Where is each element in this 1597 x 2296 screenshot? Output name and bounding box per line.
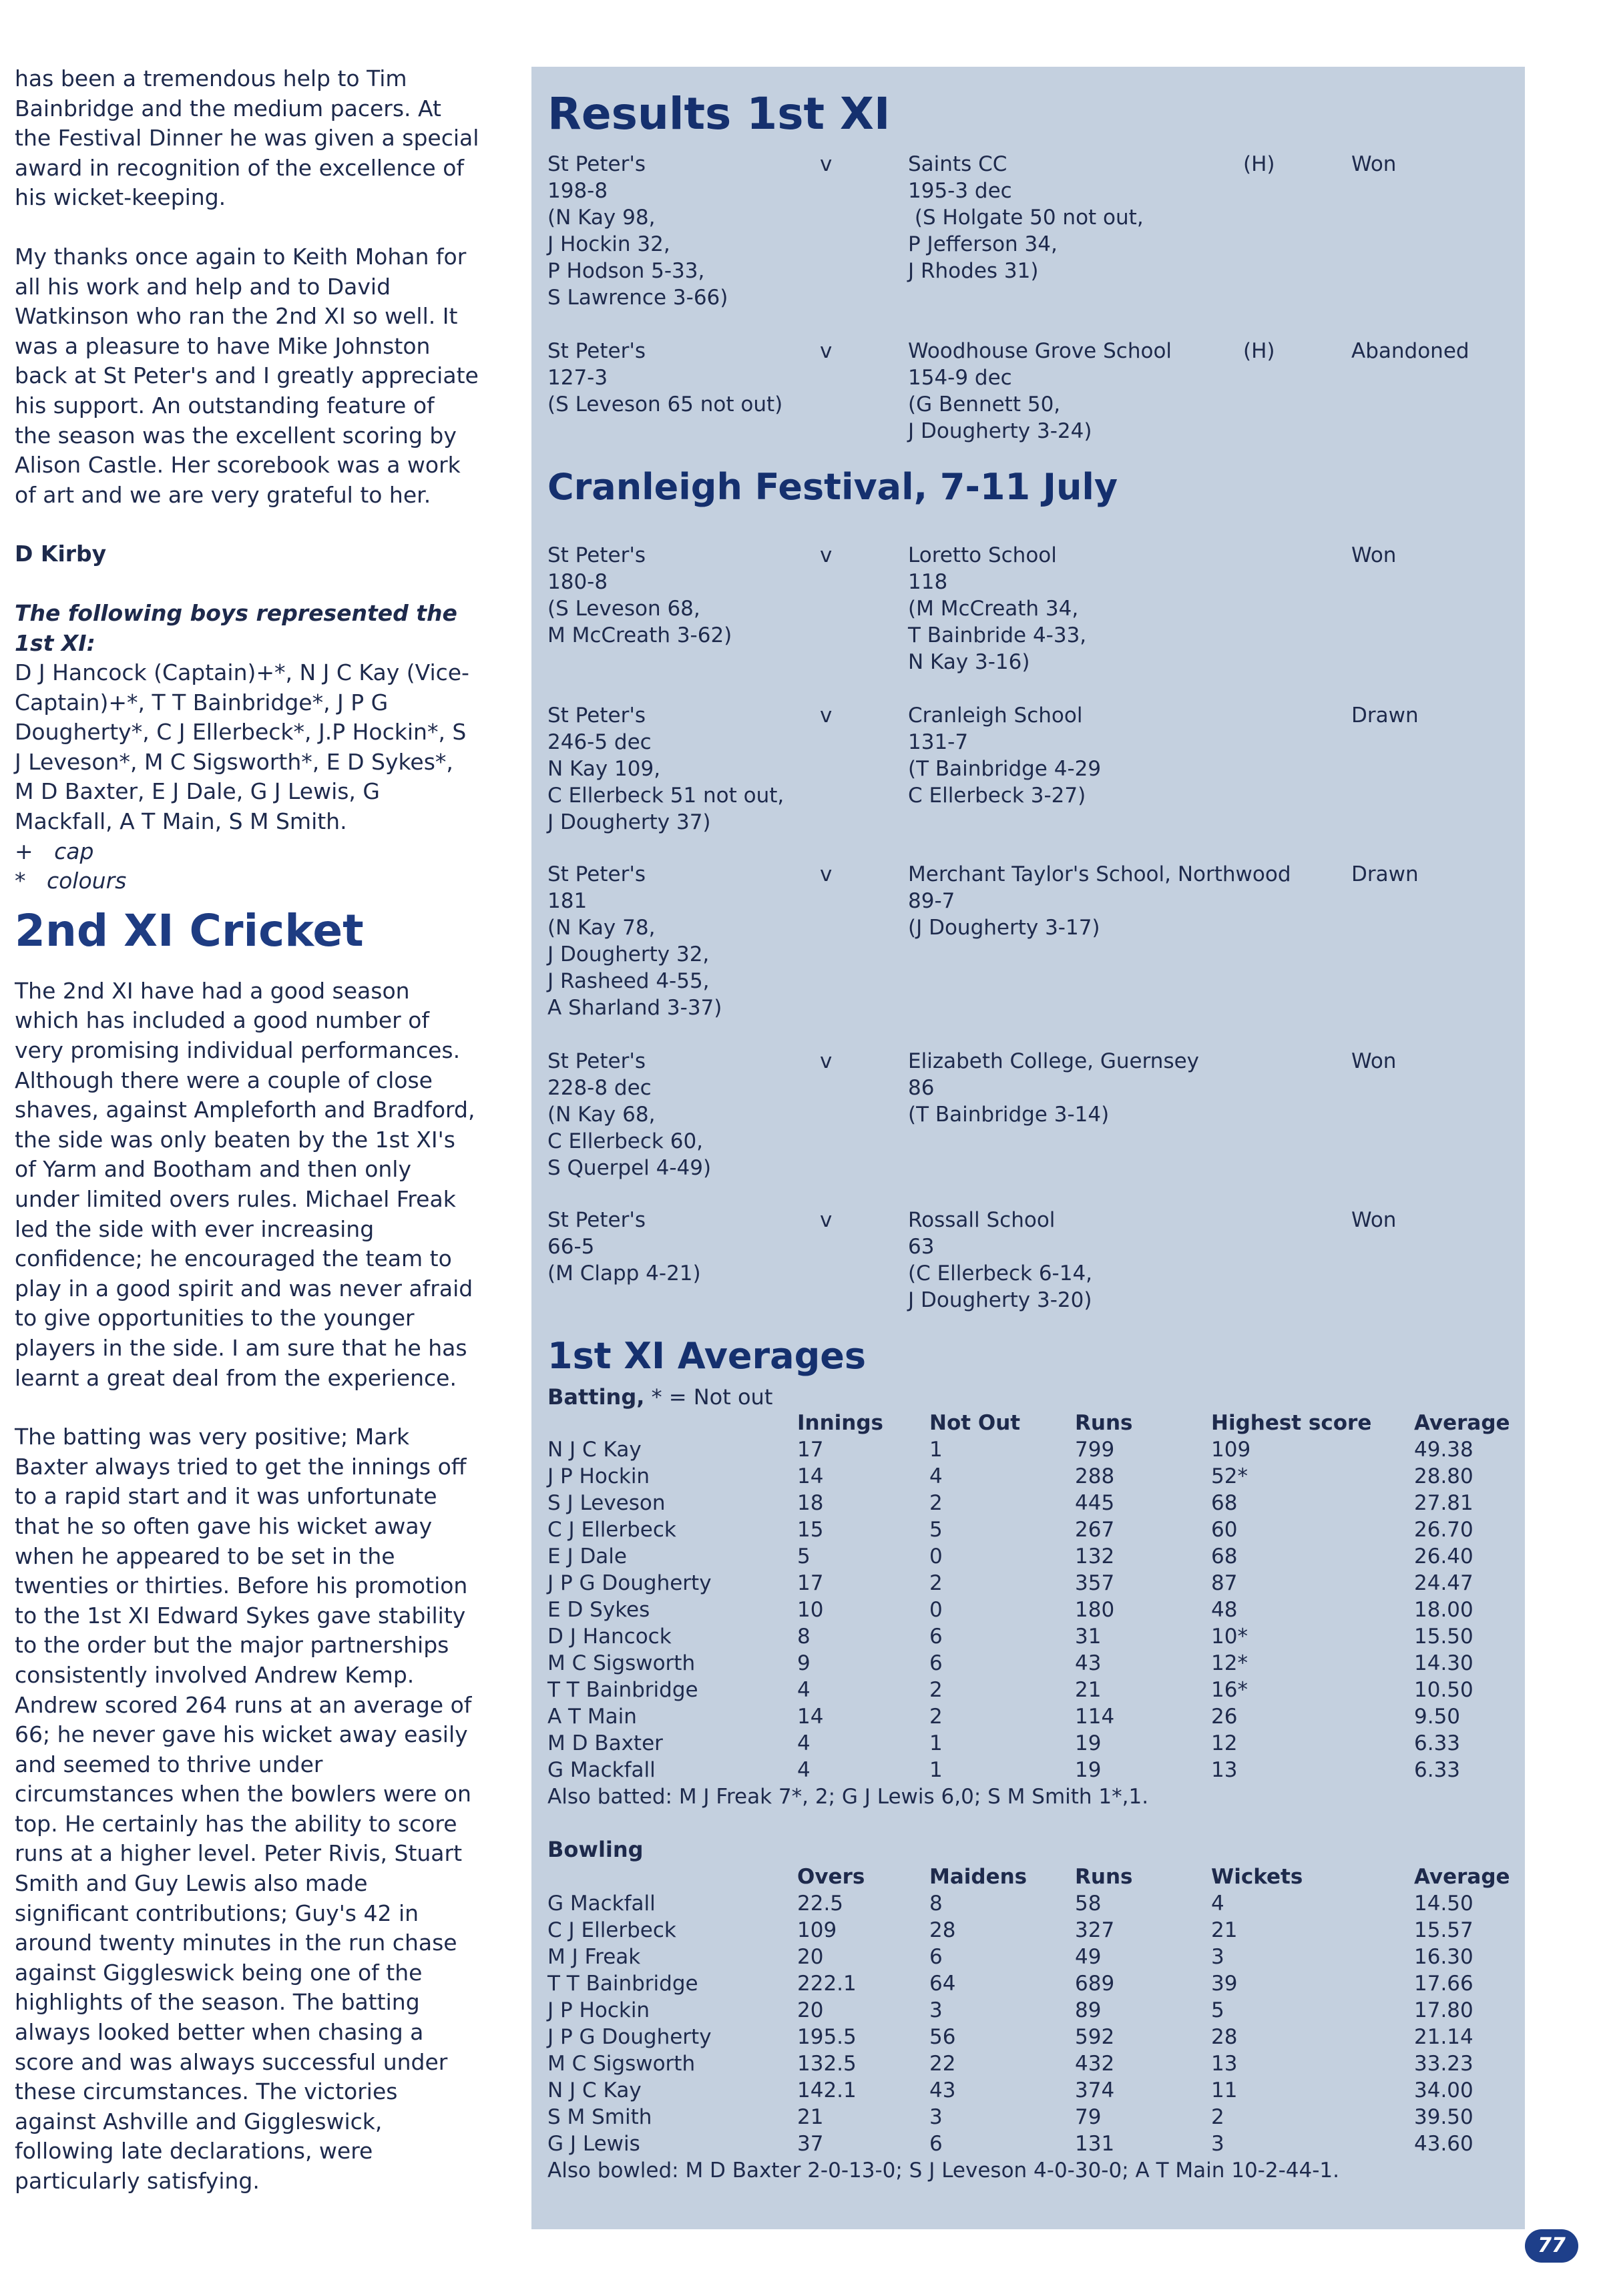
stat-cell: 142.1	[797, 2078, 857, 2102]
batting-subtitle-label: Batting,	[547, 1384, 645, 1410]
match-result: Won	[1351, 543, 1397, 567]
bowling-subtitle: Bowling	[547, 1837, 644, 1862]
stat-cell: 9.50	[1414, 1705, 1461, 1729]
key-cap: + cap	[15, 838, 94, 864]
match-venue: (H)	[1243, 152, 1275, 176]
stat-cell: 4	[929, 1464, 943, 1488]
stat-cell: 22	[929, 2052, 956, 2076]
stat-cell: 3	[929, 1998, 943, 2022]
stat-cell: 1	[929, 1438, 943, 1462]
table-row	[547, 1570, 1522, 1597]
match-opponent: Elizabeth College, Guernsey 86 (T Bainbridge 3-14)	[908, 1049, 1200, 1127]
match-home: St Peter's 66-5 (M Clapp 4-21)	[547, 1208, 701, 1285]
stat-cell: 37	[797, 2132, 824, 2156]
match-result: Won	[1351, 1208, 1397, 1232]
stat-cell: 26.40	[1414, 1544, 1473, 1568]
table-row	[547, 1997, 1522, 2024]
stat-cell: 6	[929, 1945, 943, 1969]
table-row	[547, 1757, 1522, 1783]
festival-title: Cranleigh Festival, 7-11 July	[547, 466, 1118, 508]
stat-cell: 132	[1075, 1544, 1115, 1568]
batting-note: Also batted: M J Freak 7*, 2; G J Lewis 6,0; S M Smith 1*,1.	[547, 1785, 1149, 1809]
stat-cell: 24.47	[1414, 1571, 1473, 1595]
averages-title: 1st XI Averages	[547, 1335, 867, 1377]
page-number-badge: 77	[1525, 2229, 1578, 2263]
stat-cell: 48	[1211, 1598, 1238, 1622]
player-name-cell: A T Main	[547, 1705, 637, 1729]
stat-cell: 8	[929, 1892, 943, 1916]
stat-cell: 60	[1211, 1518, 1238, 1542]
stat-cell: 592	[1075, 2025, 1115, 2049]
batting-table	[547, 1410, 1522, 1783]
stat-cell: 5	[1211, 1998, 1224, 2022]
stat-cell: 132.5	[797, 2052, 857, 2076]
table-row	[547, 2024, 1522, 2050]
stat-cell: 21	[1075, 1678, 1102, 1702]
represented-list: D J Hancock (Captain)+*, N J C Kay (Vice- Captain)+*, T T Bainbridge*, J P G Dougherty*, C J Ellerbeck*, J.P Hockin*, S J Leveson*, M C Sigsworth*, E D Sykes*, M D Baxter, E J Dale, G J Lewis, G Mackfall, A T Main, S M Smith.	[15, 659, 469, 835]
match-opponent: Woodhouse Grove School 154-9 dec (G Bennett 50, J Dougherty 3-24)	[908, 339, 1172, 443]
stat-cell: 11	[1211, 2078, 1238, 2102]
column-header: Runs	[1075, 1865, 1133, 1889]
stat-cell: 34.00	[1414, 2078, 1473, 2102]
stat-cell: 114	[1075, 1705, 1115, 1729]
stat-cell: 13	[1211, 2052, 1238, 2076]
stat-cell: 4	[797, 1731, 811, 1755]
stat-cell: 6	[929, 1625, 943, 1649]
stat-cell: 327	[1075, 1918, 1115, 1942]
stat-cell: 28.80	[1414, 1464, 1473, 1488]
match-opponent: Rossall School 63 (C Ellerbeck 6-14, J Dougherty 3-20)	[908, 1208, 1093, 1312]
stat-cell: 18	[797, 1491, 824, 1515]
results-panel	[531, 67, 1525, 2229]
stat-cell: 109	[1211, 1438, 1251, 1462]
stat-cell: 3	[1211, 1945, 1224, 1969]
stat-cell: 28	[1211, 2025, 1238, 2049]
match-opponent: Saints CC 195-3 dec (S Holgate 50 not out, P Jefferson 34, J Rhodes 31)	[908, 152, 1144, 283]
stat-cell: 2	[929, 1491, 943, 1515]
stat-cell: 27.81	[1414, 1491, 1473, 1515]
stat-cell: 10.50	[1414, 1678, 1473, 1702]
player-name-cell: G Mackfall	[547, 1758, 656, 1782]
results-title: Results 1st XI	[547, 88, 891, 139]
match-home: St Peter's 198-8 (N Kay 98, J Hockin 32, P Hodson 5-33, S Lawrence 3-66)	[547, 152, 728, 310]
stat-cell: 5	[929, 1518, 943, 1542]
author-signature: D Kirby	[15, 541, 107, 567]
player-name-cell: G J Lewis	[547, 2132, 640, 2156]
paragraph-wicket-keeping: has been a tremendous help to Tim Bainbridge and the medium pacers. At the Festival Dinner he was given a special award in recognition of the excellence of his wicket-keeping.	[15, 65, 479, 211]
player-name-cell: J P Hockin	[547, 1464, 650, 1488]
match-versus: v	[820, 703, 833, 728]
match-opponent: Merchant Taylor's School, Northwood 89-7 (J Dougherty 3-17)	[908, 862, 1291, 940]
match-result: Won	[1351, 152, 1397, 176]
match-home: St Peter's 228-8 dec (N Kay 68, C Ellerbeck 60, S Querpel 4-49)	[547, 1049, 712, 1180]
stat-cell: 15	[797, 1518, 824, 1542]
stat-cell: 432	[1075, 2052, 1115, 2076]
stat-cell: 22.5	[797, 1892, 844, 1916]
stat-cell: 16*	[1211, 1678, 1248, 1702]
stat-cell: 68	[1211, 1544, 1238, 1568]
table-row	[547, 2130, 1522, 2157]
match-result: Abandoned	[1351, 339, 1469, 363]
stat-cell: 6.33	[1414, 1758, 1461, 1782]
stat-cell: 56	[929, 2025, 956, 2049]
player-name-cell: S M Smith	[547, 2105, 652, 2129]
stat-cell: 26	[1211, 1705, 1238, 1729]
stat-cell: 39	[1211, 1972, 1238, 1996]
stat-cell: 9	[797, 1651, 811, 1675]
stat-cell: 4	[797, 1758, 811, 1782]
match-home: St Peter's 246-5 dec N Kay 109, C Ellerbeck 51 not out, J Dougherty 37)	[547, 703, 784, 834]
stat-cell: 445	[1075, 1491, 1115, 1515]
table-row	[547, 1436, 1522, 1463]
stat-cell: 267	[1075, 1518, 1115, 1542]
table-row	[547, 2050, 1522, 2077]
player-name-cell: E D Sykes	[547, 1598, 650, 1622]
table-row	[547, 1703, 1522, 1730]
stat-cell: 2	[929, 1705, 943, 1729]
section-title-2nd-xi: 2nd XI Cricket	[15, 904, 364, 956]
player-name-cell: T T Bainbridge	[547, 1972, 698, 1996]
match-result: Drawn	[1351, 703, 1419, 728]
table-row	[547, 1623, 1522, 1650]
match-versus: v	[820, 862, 833, 886]
match-versus: v	[820, 152, 833, 176]
stat-cell: 4	[1211, 1892, 1224, 1916]
player-name-cell: M C Sigsworth	[547, 2052, 696, 2076]
stat-cell: 31	[1075, 1625, 1102, 1649]
key-colours: * colours	[15, 868, 127, 894]
stat-cell: 52*	[1211, 1464, 1248, 1488]
left-column	[15, 64, 489, 2197]
stat-cell: 10	[797, 1598, 824, 1622]
batting-subtitle-note: * = Not out	[644, 1384, 773, 1410]
table-row	[547, 1677, 1522, 1703]
table-row	[547, 1650, 1522, 1677]
stat-cell: 58	[1075, 1892, 1102, 1916]
stat-cell: 6	[929, 2132, 943, 2156]
paragraph-thanks: My thanks once again to Keith Mohan for all his work and help and to David Watkinson who ran the 2nd XI so well. It was a pleasure to have Mike Johnston back at St Peter's and I greatly appreciate his support. An outstanding feature of the season was the excellent scoring by Alison Castle. Her scorebook was a work of art and we are very grateful to her.	[15, 243, 479, 508]
column-header: Average	[1414, 1865, 1510, 1889]
match-home: St Peter's 180-8 (S Leveson 68, M McCreath 3-62)	[547, 543, 732, 647]
stat-cell: 0	[929, 1544, 943, 1568]
match-home: St Peter's 181 (N Kay 78, J Dougherty 32, J Rasheed 4-55, A Sharland 3-37)	[547, 862, 722, 1020]
stat-cell: 6.33	[1414, 1731, 1461, 1755]
table-row	[547, 1490, 1522, 1516]
stat-cell: 195.5	[797, 2025, 857, 2049]
stat-cell: 222.1	[797, 1972, 857, 1996]
stat-cell: 3	[1211, 2132, 1224, 2156]
table-row	[547, 1463, 1522, 1490]
table-header-row	[547, 1410, 1522, 1436]
stat-cell: 6	[929, 1651, 943, 1675]
column-header: Highest score	[1211, 1411, 1372, 1435]
table-row	[547, 1543, 1522, 1570]
column-header: Wickets	[1211, 1865, 1303, 1889]
stat-cell: 79	[1075, 2105, 1102, 2129]
stat-cell: 64	[929, 1972, 956, 1996]
stat-cell: 1	[929, 1731, 943, 1755]
stat-cell: 4	[797, 1678, 811, 1702]
match-result: Drawn	[1351, 862, 1419, 886]
stat-cell: 2	[1211, 2105, 1224, 2129]
stat-cell: 21	[1211, 1918, 1238, 1942]
player-name-cell: T T Bainbridge	[547, 1678, 698, 1702]
bowling-table	[547, 1863, 1522, 2157]
paragraph-2nd-xi-batting: The batting was very positive; Mark Baxter always tried to get the innings off to a rapid start and it was unfortunate that he so often gave his wicket away when he appeared to be set in the twenties or thirties. Before his promotion to the 1st XI Edward Sykes gave stability to the order but the major partnerships consistently involved Andrew Kemp. Andrew scored 264 runs at an average of 66; he never gave his wicket away easily and seemed to thrive under circumstances when the bowlers were on top. He certainly has the ability to score runs at a higher level. Peter Rivis, Stuart Smith and Guy Lewis also made significant contributions; Guy's 42 in around twenty minutes in the run chase against Giggleswick being one of the highlights of the season. The batting always looked better when chasing a score and was always successful under these circumstances. The victories against Ashville and Giggleswick, following late declarations, were particularly satisfying.	[15, 1424, 472, 2194]
table-row	[547, 1730, 1522, 1757]
stat-cell: 689	[1075, 1972, 1115, 1996]
table-row	[547, 1890, 1522, 1917]
stat-cell: 16.30	[1414, 1945, 1473, 1969]
match-versus: v	[820, 339, 833, 363]
stat-cell: 49.38	[1414, 1438, 1473, 1462]
stat-cell: 17.80	[1414, 1998, 1473, 2022]
match-opponent: Cranleigh School 131-7 (T Bainbridge 4-29 C Ellerbeck 3-27)	[908, 703, 1102, 808]
match-versus: v	[820, 1049, 833, 1073]
stat-cell: 2	[929, 1678, 943, 1702]
bowling-note: Also bowled: M D Baxter 2-0-13-0; S J Leveson 4-0-30-0; A T Main 10-2-44-1.	[547, 2159, 1339, 2183]
player-name-cell: C J Ellerbeck	[547, 1918, 676, 1942]
stat-cell: 109	[797, 1918, 837, 1942]
stat-cell: 12	[1211, 1731, 1238, 1755]
table-row	[547, 2104, 1522, 2130]
player-name-cell: J P G Dougherty	[547, 2025, 712, 2049]
stat-cell: 14	[797, 1705, 824, 1729]
stat-cell: 180	[1075, 1598, 1115, 1622]
represented-heading: The following boys represented the 1st XI:	[15, 599, 457, 656]
player-name-cell: E J Dale	[547, 1544, 627, 1568]
table-header-row	[547, 1863, 1522, 1890]
player-name-cell: C J Ellerbeck	[547, 1518, 676, 1542]
player-name-cell: S J Leveson	[547, 1491, 666, 1515]
column-header: Not Out	[929, 1411, 1021, 1435]
column-header: Overs	[797, 1865, 865, 1889]
player-name-cell: J P G Dougherty	[547, 1571, 712, 1595]
stat-cell: 43	[1075, 1651, 1102, 1675]
player-name-cell: J P Hockin	[547, 1998, 650, 2022]
stat-cell: 15.57	[1414, 1918, 1473, 1942]
stat-cell: 19	[1075, 1758, 1102, 1782]
stat-cell: 357	[1075, 1571, 1115, 1595]
stat-cell: 1	[929, 1758, 943, 1782]
table-row	[547, 1970, 1522, 1997]
player-name-cell: G Mackfall	[547, 1892, 656, 1916]
stat-cell: 89	[1075, 1998, 1102, 2022]
player-name-cell: D J Hancock	[547, 1625, 672, 1649]
paragraph-2nd-xi-season: The 2nd XI have had a good season which has included a good number of very promising individual performances. Although there were a couple of close shaves, against Ampleforth and Bradford, the side was only beaten by the 1st XI's of Yarm and Bootham and then only under limited overs rules. Michael Freak led the side with ever increasing confidence; he encouraged the team to play in a good spirit and was never afraid to give opportunities to the younger players in the side. I am sure that he has learnt a great deal from the experience.	[15, 977, 475, 1391]
stat-cell: 21.14	[1414, 2025, 1473, 2049]
stat-cell: 12*	[1211, 1651, 1248, 1675]
stat-cell: 68	[1211, 1491, 1238, 1515]
stat-cell: 20	[797, 1945, 824, 1969]
stat-cell: 28	[929, 1918, 956, 1942]
player-name-cell: N J C Kay	[547, 1438, 642, 1462]
stat-cell: 21	[797, 2105, 824, 2129]
column-header: Maidens	[929, 1865, 1028, 1889]
stat-cell: 17.66	[1414, 1972, 1473, 1996]
stat-cell: 43.60	[1414, 2132, 1473, 2156]
stat-cell: 288	[1075, 1464, 1115, 1488]
stat-cell: 5	[797, 1544, 811, 1568]
stat-cell: 0	[929, 1598, 943, 1622]
table-row	[547, 2077, 1522, 2104]
match-result: Won	[1351, 1049, 1397, 1073]
stat-cell: 2	[929, 1571, 943, 1595]
batting-subtitle	[547, 1384, 772, 1410]
match-versus: v	[820, 543, 833, 567]
match-venue: (H)	[1243, 339, 1275, 363]
stat-cell: 87	[1211, 1571, 1238, 1595]
player-name-cell: M C Sigsworth	[547, 1651, 696, 1675]
match-home: St Peter's 127-3 (S Leveson 65 not out)	[547, 339, 783, 416]
stat-cell: 14.50	[1414, 1892, 1473, 1916]
stat-cell: 33.23	[1414, 2052, 1473, 2076]
table-row	[547, 1944, 1522, 1970]
stat-cell: 8	[797, 1625, 811, 1649]
player-name-cell: N J C Kay	[547, 2078, 642, 2102]
column-header: Runs	[1075, 1411, 1133, 1435]
stat-cell: 17	[797, 1571, 824, 1595]
player-name-cell: M J Freak	[547, 1945, 641, 1969]
stat-cell: 19	[1075, 1731, 1102, 1755]
stat-cell: 374	[1075, 2078, 1115, 2102]
match-opponent: Loretto School 118 (M McCreath 34, T Bainbride 4-33, N Kay 3-16)	[908, 543, 1087, 674]
stat-cell: 14.30	[1414, 1651, 1473, 1675]
stat-cell: 799	[1075, 1438, 1115, 1462]
stat-cell: 26.70	[1414, 1518, 1473, 1542]
stat-cell: 131	[1075, 2132, 1115, 2156]
table-row	[547, 1597, 1522, 1623]
table-row	[547, 1917, 1522, 1944]
stat-cell: 18.00	[1414, 1598, 1473, 1622]
stat-cell: 43	[929, 2078, 956, 2102]
stat-cell: 20	[797, 1998, 824, 2022]
stat-cell: 14	[797, 1464, 824, 1488]
table-row	[547, 1516, 1522, 1543]
stat-cell: 17	[797, 1438, 824, 1462]
stat-cell: 15.50	[1414, 1625, 1473, 1649]
column-header: Average	[1414, 1411, 1510, 1435]
stat-cell: 49	[1075, 1945, 1102, 1969]
stat-cell: 13	[1211, 1758, 1238, 1782]
column-header: Innings	[797, 1411, 884, 1435]
stat-cell: 10*	[1211, 1625, 1248, 1649]
stat-cell: 39.50	[1414, 2105, 1473, 2129]
stat-cell: 3	[929, 2105, 943, 2129]
player-name-cell: M D Baxter	[547, 1731, 663, 1755]
match-versus: v	[820, 1208, 833, 1232]
